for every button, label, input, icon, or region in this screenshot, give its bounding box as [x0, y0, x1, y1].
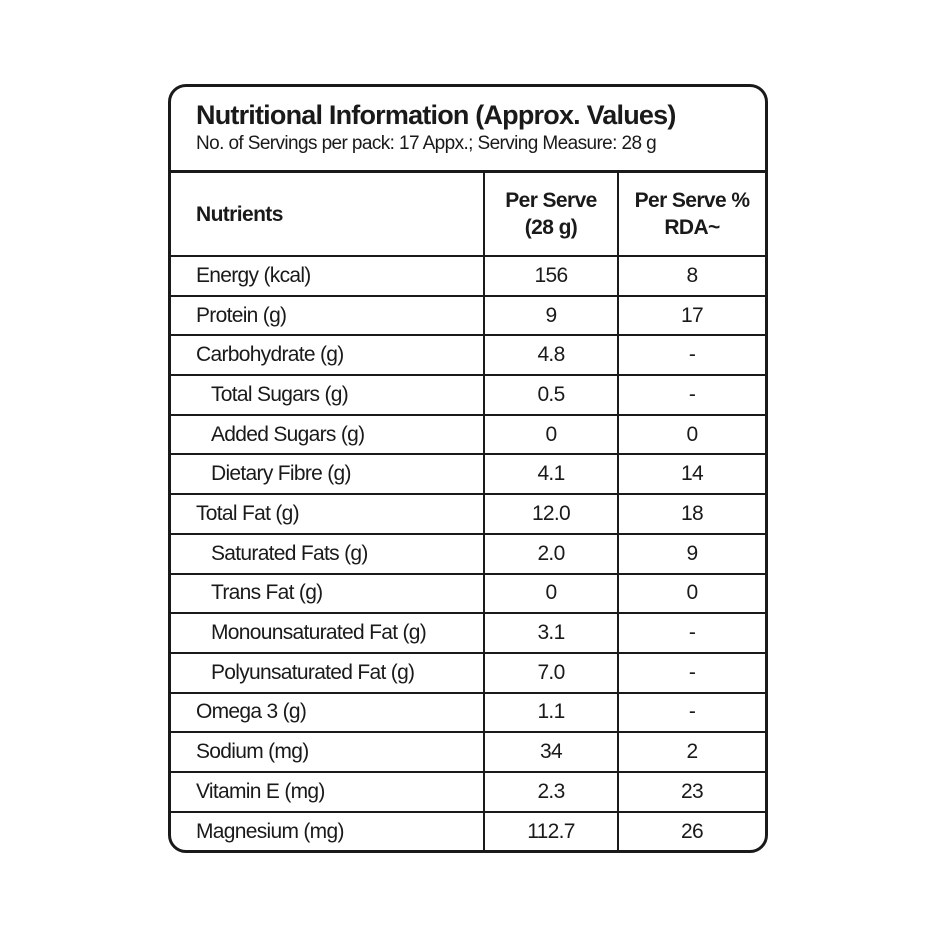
table-row — [171, 613, 765, 653]
rda-value: 26 — [618, 812, 765, 852]
table-row — [171, 494, 765, 534]
rda-value: 2 — [618, 732, 765, 772]
per-serve-value: 3.1 — [484, 613, 618, 653]
table-row — [171, 256, 765, 296]
table-row — [171, 296, 765, 336]
nutrient-name: Trans Fat (g) — [171, 574, 484, 614]
rda-value: 8 — [618, 256, 765, 296]
nutrient-name: Magnesium (mg) — [171, 812, 484, 852]
per-serve-value: 112.7 — [484, 812, 618, 852]
nutrient-name: Sodium (mg) — [171, 732, 484, 772]
per-serve-value: 34 — [484, 732, 618, 772]
column-header-nutrients: Nutrients — [171, 173, 484, 256]
rda-value: - — [618, 335, 765, 375]
table-row — [171, 375, 765, 415]
per-serve-value: 0.5 — [484, 375, 618, 415]
nutrient-name: Vitamin E (mg) — [171, 772, 484, 812]
per-serve-value: 156 — [484, 256, 618, 296]
per-serve-value: 2.0 — [484, 534, 618, 574]
rda-value: 0 — [618, 415, 765, 455]
nutrient-name: Total Fat (g) — [171, 494, 484, 534]
column-header-rda-line1: Per Serve % — [634, 189, 750, 212]
nutrient-name: Energy (kcal) — [171, 256, 484, 296]
label-subtitle: No. of Servings per pack: 17 Appx.; Serving Measure: 28 g — [196, 133, 657, 154]
nutrient-name: Polyunsaturated Fat (g) — [171, 653, 484, 693]
table-row — [171, 653, 765, 693]
per-serve-value: 4.1 — [484, 454, 618, 494]
table-row — [171, 415, 765, 455]
rda-value: 23 — [618, 772, 765, 812]
table-row — [171, 772, 765, 812]
table-row — [171, 732, 765, 772]
table-row — [171, 335, 765, 375]
per-serve-value: 1.1 — [484, 693, 618, 733]
label-header — [171, 87, 765, 173]
column-header-per-serve-line2: (28 g) — [524, 216, 578, 239]
per-serve-value: 2.3 — [484, 772, 618, 812]
nutrient-name: Omega 3 (g) — [171, 693, 484, 733]
nutrient-name: Total Sugars (g) — [171, 375, 484, 415]
rda-value: 0 — [618, 574, 765, 614]
column-header-rda — [618, 173, 765, 256]
rda-value: 14 — [618, 454, 765, 494]
per-serve-value: 12.0 — [484, 494, 618, 534]
rda-value: 18 — [618, 494, 765, 534]
rda-value: - — [618, 653, 765, 693]
column-header-per-serve — [484, 173, 618, 256]
nutrient-name: Protein (g) — [171, 296, 484, 336]
rda-value: 17 — [618, 296, 765, 336]
table-header-row — [171, 173, 765, 256]
column-header-rda-line2: RDA~ — [664, 216, 720, 239]
per-serve-value: 0 — [484, 574, 618, 614]
nutrition-label — [168, 84, 768, 853]
rda-value: - — [618, 613, 765, 653]
column-header-per-serve-line1: Per Serve — [505, 189, 597, 212]
per-serve-value: 4.8 — [484, 335, 618, 375]
per-serve-value: 7.0 — [484, 653, 618, 693]
nutrient-name: Carbohydrate (g) — [171, 335, 484, 375]
per-serve-value: 9 — [484, 296, 618, 336]
per-serve-value: 0 — [484, 415, 618, 455]
table-row — [171, 454, 765, 494]
rda-value: - — [618, 375, 765, 415]
nutrient-name: Dietary Fibre (g) — [171, 454, 484, 494]
rda-value: 9 — [618, 534, 765, 574]
nutrient-name: Added Sugars (g) — [171, 415, 484, 455]
nutrient-name: Monounsaturated Fat (g) — [171, 613, 484, 653]
nutrient-name: Saturated Fats (g) — [171, 534, 484, 574]
table-row — [171, 812, 765, 852]
table-row — [171, 693, 765, 733]
table-row — [171, 534, 765, 574]
rda-value: - — [618, 693, 765, 733]
label-title: Nutritional Information (Approx. Values) — [196, 100, 676, 130]
table-row — [171, 574, 765, 614]
nutrition-table — [171, 173, 765, 851]
